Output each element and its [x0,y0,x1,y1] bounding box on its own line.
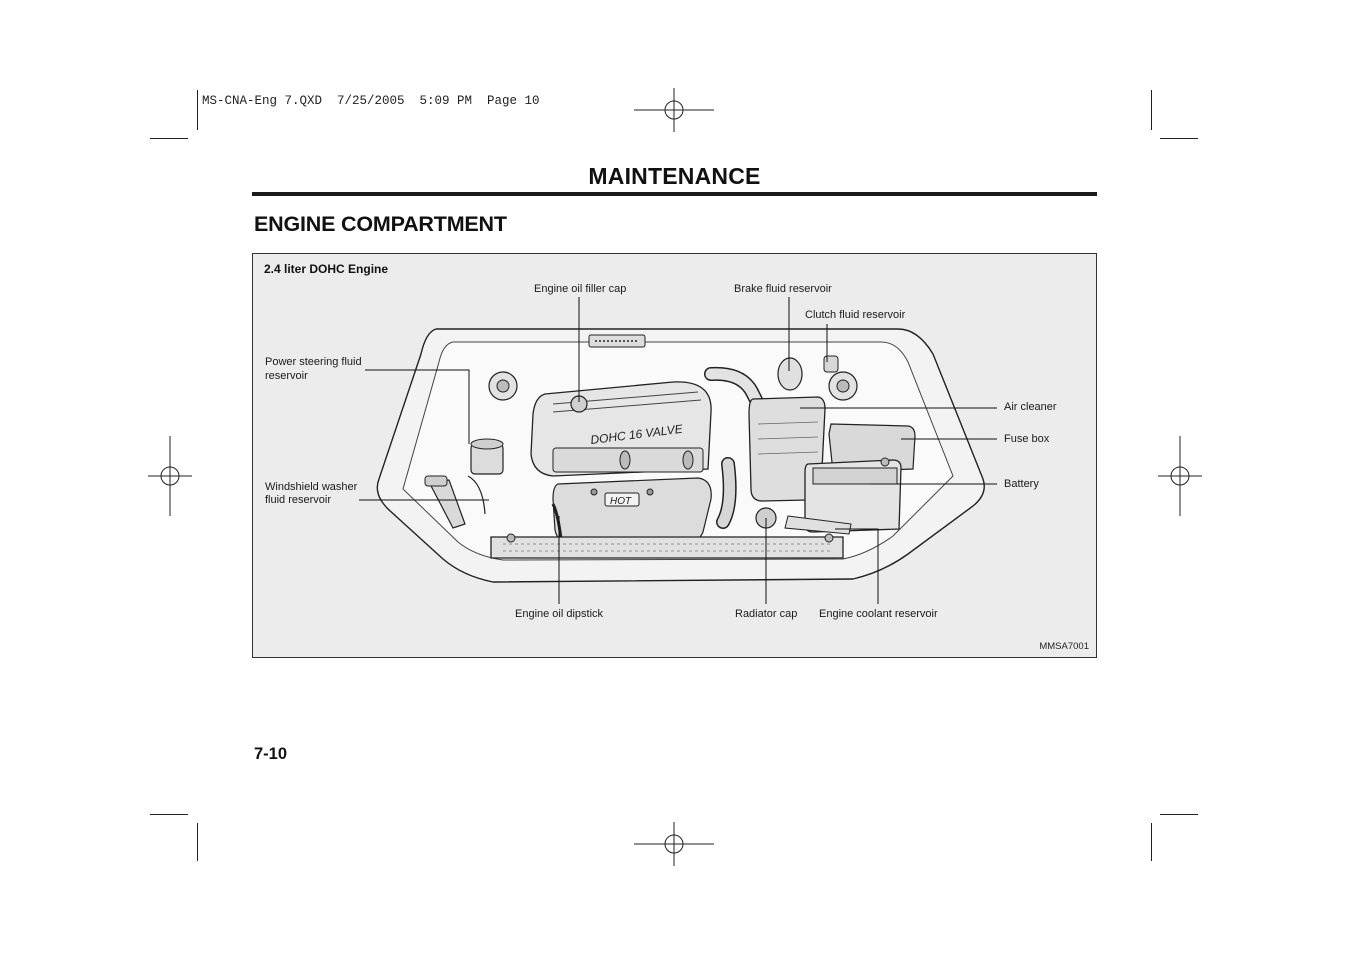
crop-mark [1160,814,1198,815]
label-washer-fluid-line1: Windshield washer [265,481,358,493]
engine-badge-text: DOHC 16 VALVE [589,421,684,447]
registration-mark-top [634,88,714,132]
engine-figure [252,253,1097,658]
radiator-support [491,537,843,558]
hot-badge-text: HOT [610,496,632,507]
engine-illustration [253,254,1096,657]
figure-code: MMSA7001 [1039,641,1089,652]
heat-shield [553,478,711,546]
printer-slug: MS-CNA-Eng 7.QXD 7/25/2005 5:09 PM Page 10 [202,94,540,108]
label-oil-filler-cap: Engine oil filler cap [534,283,627,295]
label-power-steering-line2: reservoir [265,370,308,382]
label-washer-fluid-line2: fluid reservoir [265,494,332,506]
crop-mark [1160,138,1198,139]
section-title: MAINTENANCE [588,163,761,189]
label-air-cleaner: Air cleaner [1004,401,1057,413]
label-oil-dipstick: Engine oil dipstick [515,608,604,620]
brake-fluid-reservoir [778,358,802,390]
label-clutch-fluid-reservoir: Clutch fluid reservoir [805,309,906,321]
label-coolant-reservoir: Engine coolant reservoir [819,608,938,620]
figure-caption: 2.4 liter DOHC Engine [264,262,389,276]
registration-mark-right [1158,436,1202,516]
label-battery: Battery [1004,478,1039,490]
page-number: 7-10 [254,745,288,763]
registration-mark-left [148,436,192,516]
title-rule [252,192,1097,196]
strut-tower-right [829,372,857,400]
crop-mark [197,823,198,861]
label-brake-fluid-reservoir: Brake fluid reservoir [734,283,832,295]
crop-mark [197,90,198,130]
strut-tower-left [489,372,517,400]
registration-mark-bottom [634,822,714,866]
label-radiator-cap: Radiator cap [735,608,798,620]
label-fuse-box: Fuse box [1004,433,1050,445]
clutch-fluid-reservoir [824,356,838,372]
crop-mark [150,814,188,815]
crop-mark [1151,823,1152,861]
label-power-steering-line1: Power steering fluid [265,356,362,368]
crop-mark [150,138,188,139]
page-heading: ENGINE COMPARTMENT [254,212,507,236]
crop-mark [1151,90,1152,130]
